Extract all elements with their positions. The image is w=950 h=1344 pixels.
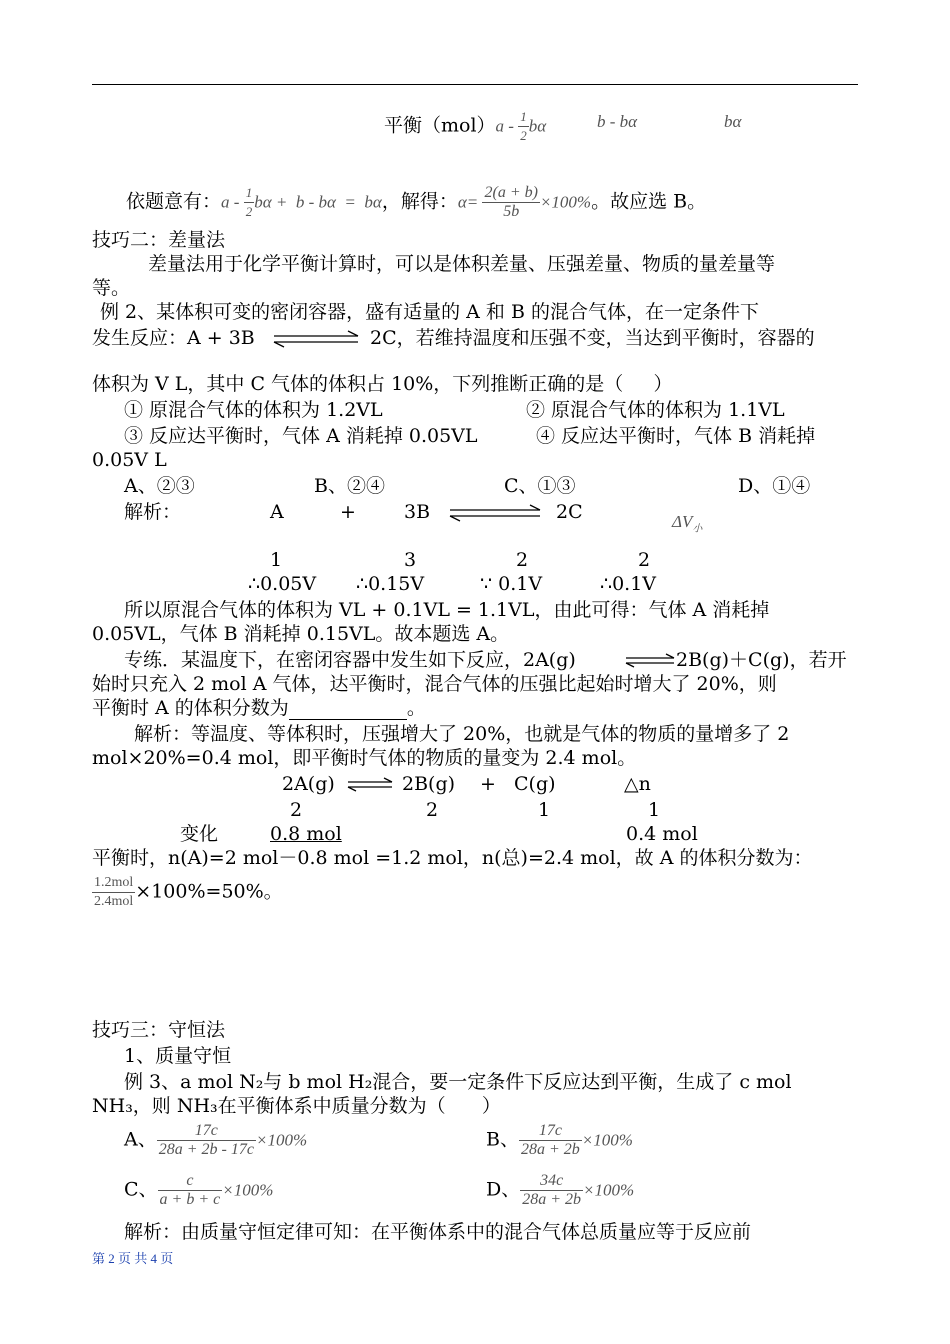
equilibrium-arrow-icon [448, 504, 542, 522]
example2-line: 例 2、某体积可变的密闭容器，盛有适量的 A 和 B 的混合气体，在一定条件下 [100, 301, 759, 323]
option-3: ③ 反应达平衡时，气体 A 消耗掉 0.05VL [124, 425, 478, 447]
paragraph: 差量法用于化学平衡计算时，可以是体积差量、压强差量、物质的量差量等 [148, 253, 776, 275]
coef: 2 [290, 799, 303, 821]
value: ∴0.1V [600, 573, 657, 595]
plus-sign: + [340, 501, 356, 523]
delta-n: △n [624, 773, 651, 795]
practice-line: 专练．某温度下，在密闭容器中发生如下反应，2A(g) [124, 649, 576, 671]
answer-c: C、①③ [504, 475, 576, 497]
header-rule [92, 84, 858, 85]
choice-d: D、 $\frac{34c}{28a + 2b}$ ×100% [486, 1172, 635, 1208]
coef: 2 [426, 799, 439, 821]
coef: 1 [538, 799, 551, 821]
species-b: 3B [404, 501, 431, 523]
conclusion: 0.05VL，气体 B 消耗掉 0.15VL。故本题选 A。 [92, 623, 510, 645]
choice-c: C、 $\frac{c}{a + b + c}$ ×100% [124, 1172, 274, 1208]
practice-line: 始时只充入 2 mol A 气体，达平衡时，混合气体的压强比起始时增大了 20%，则 [92, 673, 777, 695]
example2-line: 2C，若维持温度和压强不变，当达到平衡时，容器的 [370, 327, 815, 349]
result-fraction: $\frac{\text{1.2mol}}{\text{2.4mol}}$ ×100%=50%。 [94, 875, 283, 909]
delta-v: $\Delta V_小$ [672, 512, 703, 535]
example2-line: 体积为 V L，其中 C 气体的体积占 10%，下列推断正确的是（ ） [92, 373, 673, 395]
equilibrium-arrow-icon [624, 653, 676, 669]
solution-equation: 依题意有：a - $\frac{1}{2}$ bα + b - bα = bα，解得：α= $\frac{2(a + b)}{5b}$ ×100%。故应选 B。 [126, 184, 707, 220]
change-label: 变化 [180, 823, 219, 845]
answer-b: B、②④ [314, 475, 385, 497]
equilibrium-b: b - bα [597, 112, 638, 131]
equilibrium-row: 平衡（mol）a - $\frac{1}{2}$ bα [384, 109, 547, 143]
value: ∵ 0.1V [480, 573, 543, 595]
practice-line: 平衡时 A 的体积分数为 。 [92, 697, 426, 719]
coef: 1 [648, 799, 661, 821]
equilibrium-arrow-icon [272, 330, 360, 348]
answer-blank [289, 701, 407, 720]
solution-label: 解析： [124, 501, 182, 523]
coef: 2 [638, 549, 651, 571]
coef: 2 [516, 549, 529, 571]
example3-line: 例 3、a mol N₂与 b mol H₂混合，要一定条件下反应达到平衡，生成了 c mol [124, 1071, 792, 1093]
section-title-skill2: 技巧二：差量法 [92, 229, 226, 251]
conclusion: 所以原混合气体的体积为 VL + 0.1VL = 1.1VL，由此可得：气体 A 消耗掉 [124, 599, 770, 621]
practice-solution: mol×20%=0.4 mol，即平衡时气体的物质的量变为 2.4 mol。 [92, 747, 637, 769]
species: C(g) [514, 773, 556, 795]
answer-d: D、①④ [738, 475, 811, 497]
species: 2A(g) [282, 773, 335, 795]
practice-line: 2B(g)＋C(g)，若开 [676, 649, 847, 671]
coef: 1 [270, 549, 283, 571]
coef: 3 [404, 549, 417, 571]
example3-line: NH₃，则 NH₃在平衡体系中质量分数为（ ） [92, 1095, 501, 1117]
page-footer: 第 2 页 共 4 页 [92, 1251, 174, 1266]
section-title-skill3: 技巧三：守恒法 [92, 1019, 226, 1041]
option-1: ① 原混合气体的体积为 1.2VL [124, 399, 383, 421]
equilibrium-arrow-icon [346, 777, 394, 793]
option-4: ④ 反应达平衡时，气体 B 消耗掉 [536, 425, 816, 447]
value: ∴0.15V [356, 573, 425, 595]
plus-sign: + [480, 773, 496, 795]
option-4-cont: 0.05V L [92, 449, 167, 471]
change-dn: 0.4 mol [626, 823, 698, 845]
example2-line: 发生反应：A + 3B [92, 327, 255, 349]
change-a: 0.8 mol [270, 823, 342, 845]
choice-a: A、 $\frac{17c}{28a + 2b - 17c}$ ×100% [124, 1122, 308, 1158]
answer-a: A、②③ [124, 475, 195, 497]
species: 2B(g) [402, 773, 456, 795]
species-c: 2C [556, 501, 583, 523]
paragraph: 等。 [92, 277, 131, 299]
practice-solution: 解析：等温度、等体积时，压强增大了 20%，也就是气体的物质的量增多了 2 [134, 723, 790, 745]
equilibrium-c: bα [724, 112, 742, 131]
choice-b: B、 $\frac{17c}{28a + 2b}$ ×100% [486, 1122, 633, 1158]
option-2: ② 原混合气体的体积为 1.1VL [526, 399, 785, 421]
result-line: 平衡时，n(A)=2 mol－0.8 mol =1.2 mol，n(总)=2.4 mol，故 A 的体积分数为： [92, 847, 813, 869]
example3-solution: 解析：由质量守恒定律可知：在平衡体系中的混合气体总质量应等于反应前 [124, 1221, 752, 1243]
species-a: A [270, 501, 284, 523]
subsection-title: 1、质量守恒 [124, 1045, 232, 1067]
value: ∴0.05V [248, 573, 317, 595]
